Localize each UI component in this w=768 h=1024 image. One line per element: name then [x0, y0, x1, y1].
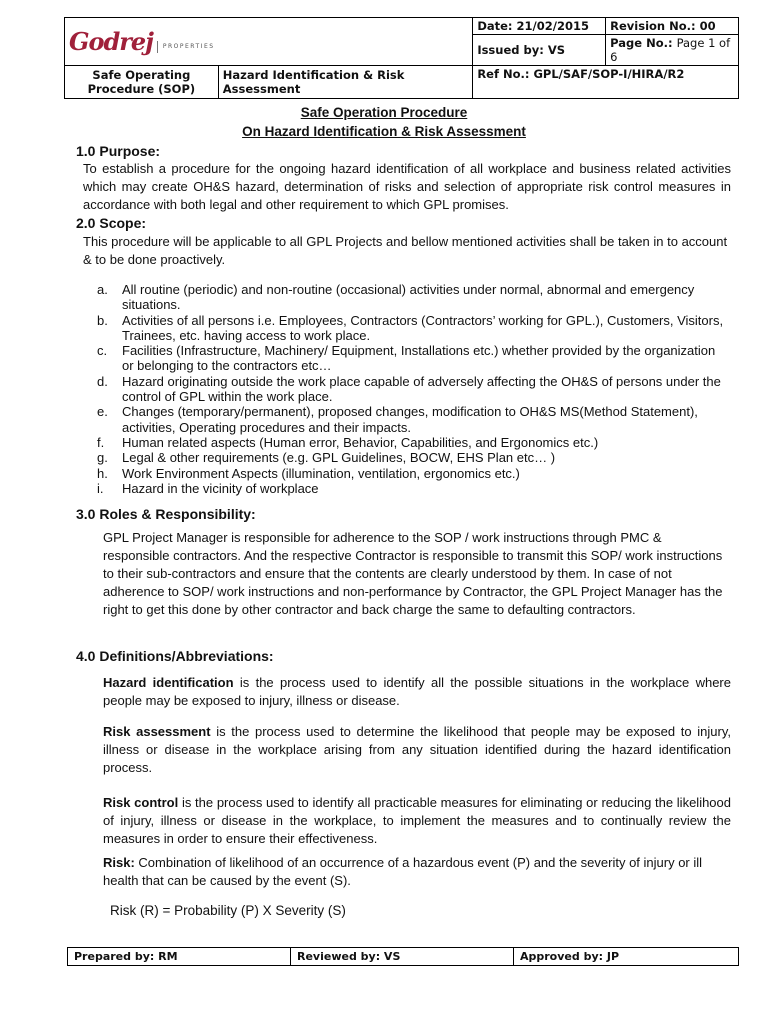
- list-item: h. Work Environment Aspects (illumination, ventilation, ergonomics etc.): [97, 465, 520, 481]
- logo-divider: [157, 41, 158, 53]
- risk-formula: Risk (R) = Probability (P) X Severity (S): [110, 903, 346, 918]
- issued-label: Issued by:: [477, 43, 544, 57]
- ref-cell: [473, 66, 739, 99]
- logo-cell: [65, 18, 473, 66]
- scope-list: [79, 282, 729, 496]
- page-value: Page 1 of 6: [610, 36, 731, 64]
- def-risk-assessment: Risk assessment is the process used to determine the likelihood that people may be exposed to injury, illness or disease in the workplace arising from any situation identified during the hazard identification process.: [103, 724, 731, 775]
- revision-cell: [606, 18, 739, 35]
- list-item: f. Human related aspects (Human error, Behavior, Capabilities, and Ergonomics etc.): [97, 434, 599, 450]
- roles-text: GPL Project Manager is responsible for adherence to the SOP / work instructions through PMC & responsible contractors. And the respective Contractor is responsible to transmit this SOP/ work instructions to their sub-contractors and ensure that the contents are clearly understood by them. In case of not adherence to SOP/ work instructions and non-performance by Contractor, the GPL Project Manager has the right to get this done by other contractor and back charge the same to defaulting contractors.: [103, 530, 723, 617]
- logo-tagline: PROPERTIES: [162, 43, 215, 50]
- def-risk-control: Risk control is the process used to identify all practicable measures for eliminating or reducing the likelihood of injury, illness or disease in the workplace, to implement the measures and to continually review the measures in order to ensure their effectiveness.: [103, 795, 731, 846]
- approved-by: Approved by: JP: [514, 948, 739, 966]
- reviewed-by: Reviewed by: VS: [291, 948, 514, 966]
- issued-cell: [473, 35, 606, 66]
- prepared-by: Prepared by: RM: [68, 948, 291, 966]
- doc-topic: Hazard Identification & Risk Assessment: [218, 66, 473, 99]
- page-label: Page No.:: [610, 36, 673, 50]
- definitions-heading: 4.0 Definitions/Abbreviations:: [76, 648, 274, 664]
- def-hazard-identification: Hazard identification is the process used to identify all the possible situations in the workplace where people may be exposed to injury, illness or disease.: [103, 675, 731, 708]
- document-header: [64, 17, 739, 99]
- list-item: g. Legal & other requirements (e.g. GPL Guidelines, BOCW, EHS Plan etc… ): [97, 450, 556, 466]
- ref-label: Ref No.:: [477, 67, 530, 81]
- scope-heading: 2.0 Scope:: [76, 215, 147, 231]
- ref-value: GPL/SAF/SOP-I/HIRA/R2: [533, 67, 685, 81]
- list-item: i. Hazard in the vicinity of workplace: [97, 480, 319, 496]
- date-label: Date:: [477, 19, 513, 33]
- list-item: a. All routine (periodic) and non-routine (occasional) activities under normal, abnormal and emergency situations.: [97, 282, 695, 313]
- list-item: c. Facilities (Infrastructure, Machinery/ Equipment, Installations etc.) whether provided by the organization or belonging to the contractors etc…: [97, 343, 716, 374]
- purpose-heading: 1.0 Purpose:: [76, 143, 161, 159]
- list-item: b. Activities of all persons i.e. Employees, Contractors (Contractors’ working for GPL.), Customers, Visitors, Trainees, etc. having access to work place.: [97, 312, 724, 343]
- page-cell: [606, 35, 739, 66]
- sop-title: Safe Operating Procedure (SOP): [65, 66, 219, 99]
- revision-value: 00: [699, 19, 716, 33]
- roles-heading: 3.0 Roles & Responsibility:: [76, 506, 256, 522]
- list-item: d. Hazard originating outside the work place capable of adversely affecting the OH&S of persons under the control of GPL within the work place.: [97, 373, 721, 405]
- issued-value: VS: [547, 43, 566, 57]
- purpose-text: To establish a procedure for the ongoing hazard identification of all workplace and business related activities which may create OH&S hazard, determination of risks and selection of appropriate risk control measures in accordance with both legal and other requirement to which GPL promises.: [83, 161, 731, 212]
- doc-title-line2: On Hazard Identification & Risk Assessment: [242, 124, 526, 139]
- document-footer: [67, 947, 739, 966]
- date-cell: [473, 18, 606, 35]
- godrej-logo: Godrej: [69, 27, 153, 56]
- def-risk: Risk: Combination of likelihood of an occurrence of a hazardous event (P) and the severity of injury or ill health that can be caused by the event (S).: [103, 855, 703, 888]
- revision-label: Revision No.:: [610, 19, 696, 33]
- date-value: 21/02/2015: [516, 19, 589, 33]
- list-item: e. Changes (temporary/permanent), proposed changes, modification to OH&S MS(Method Statement), activities, Operating procedures and their impacts.: [97, 404, 698, 435]
- scope-text: This procedure will be applicable to all GPL Projects and bellow mentioned activities shall be taken in to account & to be done proactively.: [83, 234, 728, 267]
- doc-title-line1: Safe Operation Procedure: [300, 105, 468, 120]
